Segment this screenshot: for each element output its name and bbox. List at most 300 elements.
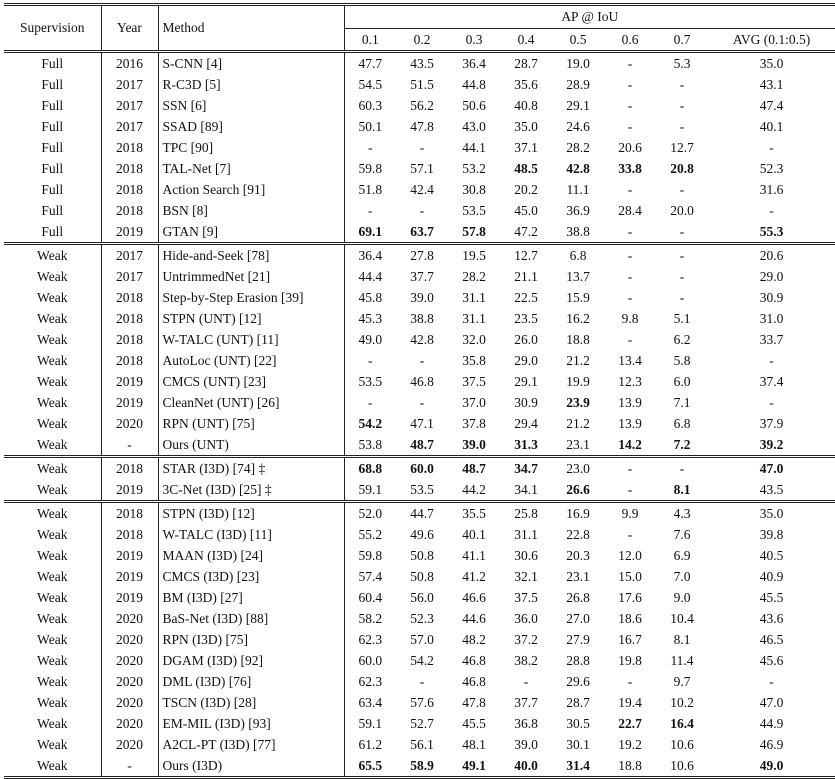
- table-row: [4, 221, 835, 244]
- header-supervision: Supervision: [4, 5, 101, 52]
- cell-ap-value: 60.3: [344, 95, 396, 116]
- cell-ap-value: 42.4: [410, 182, 434, 197]
- cell-ap-value: 47.2: [514, 224, 538, 239]
- table-row: [4, 629, 835, 650]
- cell-avg: 31.0: [759, 311, 784, 326]
- cell-ap-value: 28.7: [500, 52, 552, 75]
- cell-ap-value: 34.1: [514, 482, 538, 497]
- cell-avg: 52.3: [759, 161, 784, 176]
- cell-ap-value: 28.2: [566, 140, 590, 155]
- cell-ap-value: -: [679, 269, 685, 284]
- cell-ap-value: 12.3: [618, 374, 642, 389]
- cell-ap-value: -: [419, 140, 425, 155]
- cell-year: 2018: [101, 179, 158, 200]
- cell-ap-value: 35.8: [462, 353, 486, 368]
- cell-ap-value: 24.6: [566, 119, 590, 134]
- cell-ap-value: 60.0: [344, 650, 396, 671]
- table-row: [4, 329, 835, 350]
- cell-avg: 45.5: [759, 590, 784, 605]
- cell-method: EM-MIL (I3D) [93]: [158, 713, 344, 734]
- cell-method: MAAN (I3D) [24]: [158, 545, 344, 566]
- cell-method: UntrimmedNet [21]: [158, 266, 344, 287]
- cell-avg: 45.6: [759, 653, 784, 668]
- cell-avg: -: [769, 140, 774, 155]
- table-row: [4, 692, 835, 713]
- table-row: [4, 74, 835, 95]
- cell-ap-value: 46.6: [462, 590, 486, 605]
- cell-ap-value: 40.1: [462, 527, 486, 542]
- cell-year: -: [101, 755, 158, 778]
- cell-ap-value: 18.8: [566, 332, 590, 347]
- cell-supervision: Weak: [4, 734, 101, 755]
- cell-avg: 46.5: [759, 632, 784, 647]
- cell-ap-value: -: [627, 98, 633, 113]
- cell-ap-value: 44.7: [396, 502, 448, 525]
- cell-ap-value: 31.1: [514, 527, 538, 542]
- cell-year: 2020: [101, 650, 158, 671]
- cell-ap-value: 20.3: [566, 548, 590, 563]
- cell-supervision: Weak: [4, 755, 101, 778]
- table-row: [4, 200, 835, 221]
- cell-ap-value: 8.1: [673, 482, 691, 497]
- cell-year: 2017: [101, 266, 158, 287]
- cell-ap-value: 54.2: [344, 413, 396, 434]
- cell-year: 2018: [101, 457, 158, 480]
- cell-ap-value: 37.5: [514, 590, 538, 605]
- cell-ap-value: 35.5: [448, 502, 500, 525]
- cell-ap-value: 23.1: [566, 437, 590, 452]
- cell-ap-value: 36.4: [344, 244, 396, 267]
- cell-year: 2018: [101, 137, 158, 158]
- cell-year: 2020: [101, 713, 158, 734]
- cell-ap-value: 27.8: [396, 244, 448, 267]
- table-row: [4, 524, 835, 545]
- cell-ap-value: 44.1: [462, 140, 486, 155]
- table-row: [4, 608, 835, 629]
- cell-ap-value: 52.7: [410, 716, 434, 731]
- cell-ap-value: 45.0: [514, 203, 538, 218]
- cell-ap-value: 9.0: [673, 590, 691, 605]
- header-threshold: 0.4: [500, 29, 552, 52]
- cell-ap-value: 6.8: [552, 244, 604, 267]
- cell-avg: 37.9: [759, 416, 784, 431]
- cell-ap-value: 39.0: [462, 437, 486, 452]
- header-threshold: 0.3: [448, 29, 500, 52]
- cell-ap-value: 36.9: [566, 203, 590, 218]
- cell-ap-value: -: [344, 392, 396, 413]
- cell-ap-value: 20.6: [618, 140, 642, 155]
- cell-ap-value: 57.6: [410, 695, 434, 710]
- cell-ap-value: 59.1: [344, 479, 396, 502]
- cell-supervision: Weak: [4, 266, 101, 287]
- cell-ap-value: 62.3: [344, 629, 396, 650]
- cell-ap-value: 29.0: [514, 353, 538, 368]
- table-row: [4, 566, 835, 587]
- cell-ap-value: -: [627, 332, 633, 347]
- cell-ap-value: 22.8: [566, 527, 590, 542]
- cell-ap-value: 16.7: [618, 632, 642, 647]
- cell-ap-value: 56.2: [410, 98, 434, 113]
- cell-ap-value: 5.8: [673, 353, 691, 368]
- cell-ap-value: -: [627, 269, 633, 284]
- cell-avg: 55.3: [759, 224, 784, 239]
- cell-ap-value: 29.1: [514, 374, 538, 389]
- cell-ap-value: 26.8: [566, 590, 590, 605]
- cell-year: 2020: [101, 671, 158, 692]
- cell-method: BSN [8]: [158, 200, 344, 221]
- cell-ap-value: 7.6: [673, 527, 691, 542]
- table-row: [4, 479, 835, 502]
- cell-ap-value: 31.4: [552, 755, 604, 778]
- table-row: [4, 287, 835, 308]
- cell-ap-value: 8.1: [673, 632, 691, 647]
- cell-ap-value: 9.7: [673, 674, 691, 689]
- cell-ap-value: 43.5: [396, 52, 448, 75]
- cell-ap-value: 21.1: [514, 269, 538, 284]
- cell-ap-value: 56.0: [410, 590, 434, 605]
- cell-method: GTAN [9]: [158, 221, 344, 244]
- cell-method: TSCN (I3D) [28]: [158, 692, 344, 713]
- cell-ap-value: 58.2: [344, 608, 396, 629]
- table-row: [4, 179, 835, 200]
- cell-ap-value: 9.9: [604, 502, 656, 525]
- cell-method: S-CNN [4]: [158, 52, 344, 75]
- table-row: [4, 266, 835, 287]
- cell-ap-value: 38.2: [514, 653, 538, 668]
- cell-ap-value: 6.2: [673, 332, 691, 347]
- table-row: [4, 52, 835, 75]
- cell-ap-value: 13.7: [566, 269, 590, 284]
- cell-ap-value: 19.4: [618, 695, 642, 710]
- cell-ap-value: 30.5: [566, 716, 590, 731]
- cell-ap-value: 45.3: [344, 308, 396, 329]
- cell-avg: 43.6: [759, 611, 784, 626]
- cell-ap-value: 16.2: [566, 311, 590, 326]
- cell-ap-value: -: [344, 137, 396, 158]
- cell-ap-value: 29.1: [566, 98, 590, 113]
- cell-ap-value: -: [523, 674, 529, 689]
- cell-ap-value: 68.8: [344, 457, 396, 480]
- header-avg: AVG (0.1:0.5): [708, 29, 835, 52]
- cell-year: 2020: [101, 629, 158, 650]
- cell-ap-value: -: [627, 674, 633, 689]
- cell-ap-value: -: [604, 244, 656, 267]
- cell-ap-value: -: [419, 674, 425, 689]
- cell-method: CleanNet (UNT) [26]: [158, 392, 344, 413]
- cell-method: SSN [6]: [158, 95, 344, 116]
- cell-ap-value: 14.2: [618, 437, 642, 452]
- header-ap-caption: AP @ IoU: [344, 5, 835, 29]
- cell-ap-value: -: [604, 457, 656, 480]
- cell-ap-value: 39.0: [410, 290, 434, 305]
- cell-year: 2020: [101, 734, 158, 755]
- cell-ap-value: -: [344, 200, 396, 221]
- cell-ap-value: 28.2: [462, 269, 486, 284]
- cell-supervision: Weak: [4, 545, 101, 566]
- cell-avg: 20.6: [708, 244, 835, 267]
- cell-ap-value: 40.0: [500, 755, 552, 778]
- cell-ap-value: 7.1: [673, 395, 691, 410]
- cell-ap-value: 4.3: [656, 502, 708, 525]
- cell-year: 2017: [101, 116, 158, 137]
- cell-ap-value: 33.8: [618, 161, 642, 176]
- cell-ap-value: 13.9: [618, 416, 642, 431]
- cell-year: 2019: [101, 221, 158, 244]
- cell-supervision: Full: [4, 74, 101, 95]
- cell-supervision: Weak: [4, 524, 101, 545]
- cell-ap-value: 9.8: [621, 311, 639, 326]
- cell-year: 2020: [101, 692, 158, 713]
- cell-avg: 46.9: [759, 737, 784, 752]
- cell-avg: 40.5: [759, 548, 784, 563]
- cell-ap-value: 41.1: [462, 548, 486, 563]
- cell-ap-value: 30.9: [514, 395, 538, 410]
- cell-ap-value: 59.1: [344, 713, 396, 734]
- cell-ap-value: 44.6: [462, 611, 486, 626]
- cell-supervision: Weak: [4, 287, 101, 308]
- cell-ap-value: -: [679, 119, 685, 134]
- cell-ap-value: 50.6: [462, 98, 486, 113]
- cell-supervision: Weak: [4, 608, 101, 629]
- cell-ap-value: 19.2: [618, 737, 642, 752]
- cell-ap-value: 39.0: [514, 737, 538, 752]
- cell-supervision: Weak: [4, 371, 101, 392]
- header-method: Method: [158, 5, 344, 52]
- cell-method: Step-by-Step Erasion [39]: [158, 287, 344, 308]
- cell-supervision: Weak: [4, 350, 101, 371]
- cell-ap-value: -: [627, 182, 633, 197]
- table-row: [4, 308, 835, 329]
- cell-year: 2019: [101, 566, 158, 587]
- cell-ap-value: 5.3: [656, 52, 708, 75]
- cell-ap-value: 21.2: [566, 416, 590, 431]
- cell-ap-value: 45.5: [462, 716, 486, 731]
- cell-supervision: Weak: [4, 502, 101, 525]
- cell-method: STPN (I3D) [12]: [158, 502, 344, 525]
- cell-ap-value: -: [627, 527, 633, 542]
- cell-supervision: Weak: [4, 587, 101, 608]
- cell-avg: 40.9: [759, 569, 784, 584]
- cell-year: 2018: [101, 350, 158, 371]
- cell-ap-value: 65.5: [344, 755, 396, 778]
- cell-ap-value: -: [627, 77, 633, 92]
- cell-year: 2020: [101, 608, 158, 629]
- cell-year: 2017: [101, 74, 158, 95]
- cell-ap-value: 47.8: [462, 695, 486, 710]
- cell-ap-value: 44.2: [462, 482, 486, 497]
- cell-avg: -: [769, 395, 774, 410]
- cell-ap-value: -: [627, 119, 633, 134]
- cell-year: 2018: [101, 329, 158, 350]
- cell-ap-value: 18.8: [604, 755, 656, 778]
- cell-ap-value: -: [679, 77, 685, 92]
- cell-year: 2019: [101, 371, 158, 392]
- cell-supervision: Weak: [4, 713, 101, 734]
- cell-ap-value: 12.0: [618, 548, 642, 563]
- cell-ap-value: 21.2: [566, 353, 590, 368]
- cell-ap-value: 59.8: [344, 545, 396, 566]
- cell-supervision: Weak: [4, 244, 101, 267]
- cell-method: BaS-Net (I3D) [88]: [158, 608, 344, 629]
- cell-method: CMCS (UNT) [23]: [158, 371, 344, 392]
- cell-ap-value: 35.6: [514, 77, 538, 92]
- cell-avg: 35.0: [708, 502, 835, 525]
- cell-ap-value: 11.1: [566, 182, 590, 197]
- cell-year: 2019: [101, 479, 158, 502]
- cell-ap-value: 13.9: [618, 395, 642, 410]
- cell-supervision: Weak: [4, 392, 101, 413]
- cell-ap-value: 17.6: [618, 590, 642, 605]
- cell-supervision: Weak: [4, 629, 101, 650]
- cell-ap-value: -: [604, 52, 656, 75]
- cell-supervision: Full: [4, 52, 101, 75]
- cell-ap-value: 30.6: [514, 548, 538, 563]
- cell-ap-value: 30.8: [462, 182, 486, 197]
- table-row: [4, 244, 835, 267]
- cell-avg: 40.1: [759, 119, 784, 134]
- cell-method: CMCS (I3D) [23]: [158, 566, 344, 587]
- cell-avg: 37.4: [759, 374, 784, 389]
- cell-ap-value: 12.7: [500, 244, 552, 267]
- cell-ap-value: 31.1: [462, 290, 486, 305]
- cell-method: DGAM (I3D) [92]: [158, 650, 344, 671]
- cell-avg: -: [769, 674, 774, 689]
- cell-year: 2019: [101, 545, 158, 566]
- cell-ap-value: 57.8: [462, 224, 486, 239]
- cell-ap-value: 60.4: [344, 587, 396, 608]
- cell-avg: 43.5: [759, 482, 784, 497]
- cell-ap-value: 69.1: [344, 221, 396, 244]
- cell-supervision: Weak: [4, 413, 101, 434]
- cell-ap-value: 31.1: [462, 311, 486, 326]
- cell-method: 3C-Net (I3D) [25] ‡: [158, 479, 344, 502]
- cell-ap-value: 62.3: [344, 671, 396, 692]
- cell-ap-value: 48.7: [410, 437, 434, 452]
- cell-ap-value: 37.0: [462, 395, 486, 410]
- cell-method: R-C3D [5]: [158, 74, 344, 95]
- cell-ap-value: -: [627, 290, 633, 305]
- cell-ap-value: 53.2: [462, 161, 486, 176]
- cell-method: W-TALC (I3D) [11]: [158, 524, 344, 545]
- cell-ap-value: 27.9: [566, 632, 590, 647]
- cell-ap-value: 32.0: [462, 332, 486, 347]
- cell-ap-value: 5.1: [673, 311, 691, 326]
- cell-ap-value: 27.0: [566, 611, 590, 626]
- cell-ap-value: 54.5: [344, 74, 396, 95]
- header-year: Year: [101, 5, 158, 52]
- cell-ap-value: -: [627, 482, 633, 497]
- cell-ap-value: 54.2: [410, 653, 434, 668]
- cell-year: 2020: [101, 413, 158, 434]
- cell-year: 2018: [101, 158, 158, 179]
- cell-ap-value: 41.2: [462, 569, 486, 584]
- cell-avg: 47.4: [759, 98, 784, 113]
- cell-ap-value: 57.4: [344, 566, 396, 587]
- cell-ap-value: 49.0: [344, 329, 396, 350]
- table-row: [4, 457, 835, 480]
- cell-ap-value: 48.7: [448, 457, 500, 480]
- cell-ap-value: -: [656, 457, 708, 480]
- cell-supervision: Full: [4, 95, 101, 116]
- cell-ap-value: 37.2: [514, 632, 538, 647]
- table-row: [4, 502, 835, 525]
- cell-ap-value: 19.8: [618, 653, 642, 668]
- cell-ap-value: 53.5: [410, 482, 434, 497]
- cell-ap-value: -: [627, 224, 633, 239]
- header-threshold: 0.2: [396, 29, 448, 52]
- cell-ap-value: 6.8: [673, 416, 691, 431]
- cell-year: 2016: [101, 52, 158, 75]
- cell-ap-value: 23.9: [566, 395, 590, 410]
- cell-ap-value: 63.4: [344, 692, 396, 713]
- cell-avg: 39.2: [759, 437, 784, 452]
- cell-year: -: [101, 434, 158, 457]
- cell-ap-value: 58.9: [396, 755, 448, 778]
- cell-ap-value: 52.3: [410, 611, 434, 626]
- cell-ap-value: 38.8: [410, 311, 434, 326]
- cell-ap-value: -: [679, 290, 685, 305]
- cell-ap-value: 35.0: [514, 119, 538, 134]
- cell-ap-value: 57.1: [410, 161, 434, 176]
- table-row: [4, 545, 835, 566]
- cell-ap-value: 49.6: [410, 527, 434, 542]
- cell-ap-value: 25.8: [500, 502, 552, 525]
- cell-ap-value: 48.2: [462, 632, 486, 647]
- cell-supervision: Full: [4, 179, 101, 200]
- cell-ap-value: 6.0: [673, 374, 691, 389]
- cell-ap-value: 47.1: [410, 416, 434, 431]
- cell-supervision: Full: [4, 116, 101, 137]
- cell-ap-value: 37.7: [514, 695, 538, 710]
- cell-method: AutoLoc (UNT) [22]: [158, 350, 344, 371]
- cell-ap-value: 37.7: [410, 269, 434, 284]
- table-row: [4, 587, 835, 608]
- cell-ap-value: 20.0: [670, 203, 694, 218]
- cell-ap-value: 32.1: [514, 569, 538, 584]
- cell-method: STPN (UNT) [12]: [158, 308, 344, 329]
- cell-year: 2017: [101, 244, 158, 267]
- cell-ap-value: 13.4: [618, 353, 642, 368]
- cell-ap-value: 36.8: [514, 716, 538, 731]
- cell-ap-value: 53.5: [462, 203, 486, 218]
- cell-ap-value: 16.4: [670, 716, 694, 731]
- cell-ap-value: 46.8: [462, 674, 486, 689]
- table-row: [4, 137, 835, 158]
- cell-year: 2018: [101, 200, 158, 221]
- cell-avg: -: [769, 203, 774, 218]
- cell-ap-value: 23.1: [566, 569, 590, 584]
- cell-ap-value: 15.9: [566, 290, 590, 305]
- cell-supervision: Weak: [4, 566, 101, 587]
- cell-ap-value: 45.8: [344, 287, 396, 308]
- cell-ap-value: 48.5: [514, 161, 538, 176]
- cell-avg: 49.0: [708, 755, 835, 778]
- cell-ap-value: 43.0: [462, 119, 486, 134]
- cell-supervision: Weak: [4, 457, 101, 480]
- cell-ap-value: 52.0: [344, 502, 396, 525]
- cell-method: TPC [90]: [158, 137, 344, 158]
- cell-method: Ours (UNT): [158, 434, 344, 457]
- cell-avg: 29.0: [759, 269, 784, 284]
- cell-year: 2019: [101, 587, 158, 608]
- cell-avg: 44.9: [759, 716, 784, 731]
- cell-ap-value: 53.5: [344, 371, 396, 392]
- cell-ap-value: 40.8: [514, 98, 538, 113]
- cell-ap-value: 30.1: [566, 737, 590, 752]
- cell-ap-value: 49.1: [448, 755, 500, 778]
- cell-avg: 33.7: [759, 332, 784, 347]
- header-threshold: 0.6: [604, 29, 656, 52]
